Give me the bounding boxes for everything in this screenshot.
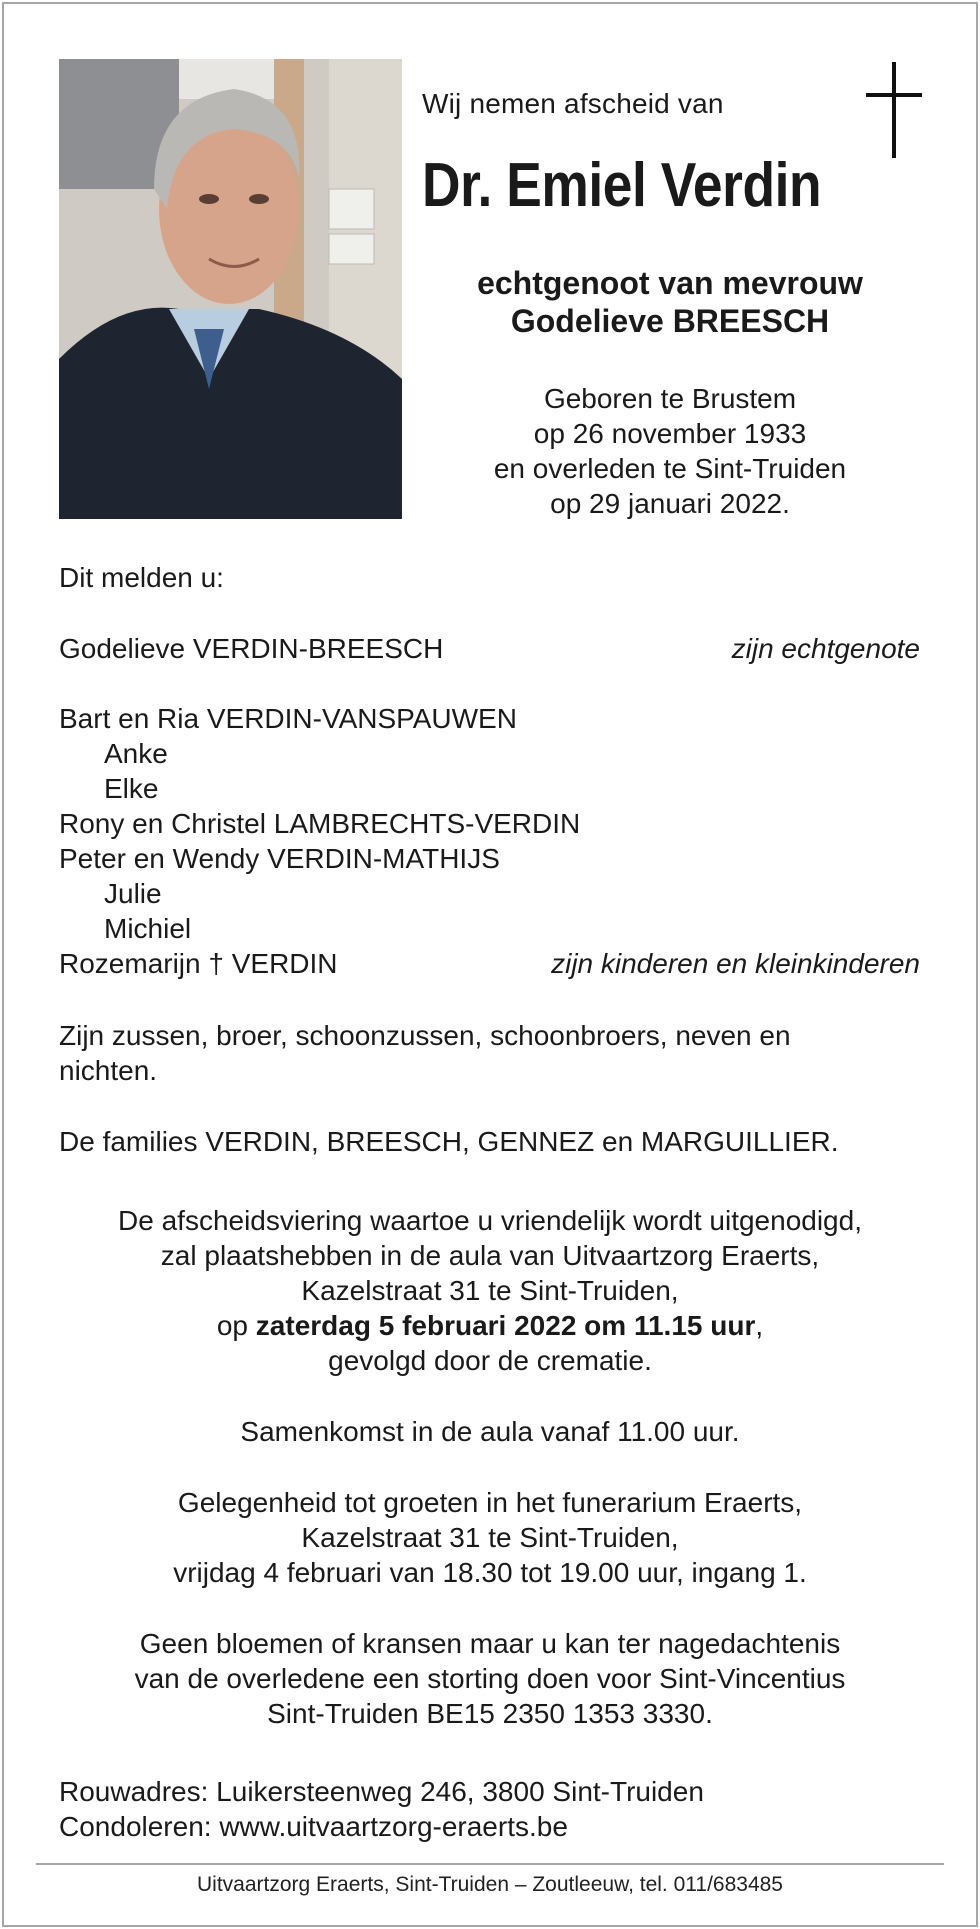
visitation-line-2: Kazelstraat 31 te Sint-Truiden, [301, 1522, 679, 1553]
gathering-info: Samenkomst in de aula vanaf 11.00 uur. [240, 1416, 740, 1447]
family-line: Bart en Ria VERDIN-VANSPAUWEN [59, 703, 517, 734]
visitation-info [40, 1485, 940, 1590]
ceremony-line-2: zal plaatshebben in de aula van Uitvaartzorg Eraerts, [160, 1240, 820, 1271]
ceremony-date-suffix: , [755, 1310, 764, 1341]
donation-info [40, 1626, 940, 1731]
mourning-address: Rouwadres: Luikersteenweg 246, 3800 Sint-Truiden [59, 1776, 704, 1807]
spouse-info [430, 264, 910, 340]
donation-line-3: Sint-Truiden BE15 2350 1353 3330. [267, 1698, 713, 1729]
visitation-line-3: vrijdag 4 februari van 18.30 tot 19.00 uur, ingang 1. [173, 1557, 807, 1588]
families-line: De families VERDIN, BREESCH, GENNEZ en MARGUILLIER. [59, 1126, 839, 1157]
ceremony-line-1: De afscheidsviering waartoe u vriendelijk wordt uitgenodigd, [118, 1205, 862, 1236]
siblings-line-2: nichten. [59, 1055, 158, 1086]
ceremony-line-4 [40, 1308, 940, 1343]
family-line: Rozemarijn † VERDIN [59, 948, 338, 979]
footer-divider [36, 1863, 944, 1865]
birth-line-2: op 26 november 1933 [533, 418, 807, 449]
deceased-name: Dr. Emiel Verdin [422, 151, 822, 220]
condolence-website: Condoleren: www.uitvaartzorg-eraerts.be [59, 1811, 568, 1842]
ceremony-line-3: Kazelstraat 31 te Sint-Truiden, [301, 1275, 679, 1306]
family-line: Julie [104, 878, 162, 909]
family-line: Rony en Christel LAMBRECHTS-VERDIN [59, 808, 581, 839]
announcement-intro: Dit melden u: [59, 562, 224, 593]
portrait-photo [59, 59, 402, 519]
ceremony-date: zaterdag 5 februari 2022 om 11.15 uur [255, 1310, 756, 1341]
spouse-line-1: echtgenoot van mevrouw [477, 265, 863, 301]
donation-line-1: Geen bloemen of kransen maar u kan ter nagedachtenis [139, 1628, 841, 1659]
intro-text: Wij nemen afscheid van [422, 88, 724, 119]
donation-line-2: van de overledene een storting doen voor Sint-Vincentius [134, 1663, 846, 1694]
family-line: Michiel [104, 913, 192, 944]
family-line: Elke [104, 773, 159, 804]
birth-line-3: en overleden te Sint-Truiden [493, 453, 847, 484]
ceremony-info [40, 1203, 940, 1378]
birth-line-4: op 29 januari 2022. [550, 488, 790, 519]
ceremony-line-5: gevolgd door de crematie. [328, 1345, 652, 1376]
siblings-line-1: Zijn zussen, broer, schoonzussen, schoonbroers, neven en [59, 1020, 791, 1051]
family-line: Peter en Wendy VERDIN-MATHIJS [59, 843, 500, 874]
family-line: Anke [104, 738, 168, 769]
birth-line-1: Geboren te Brustem [543, 383, 797, 414]
cross-icon [866, 62, 922, 158]
footer-text: Uitvaartzorg Eraerts, Sint-Truiden – Zoutleeuw, tel. 011/683485 [197, 1873, 783, 1896]
birth-death-info [430, 381, 910, 521]
spouse-name: Godelieve VERDIN-BREESCH [59, 633, 444, 664]
children-role: zijn kinderen en kleinkinderen [551, 948, 920, 979]
ceremony-date-prefix: op [216, 1310, 256, 1341]
spouse-line-2: Godelieve BREESCH [510, 303, 830, 339]
visitation-line-1: Gelegenheid tot groeten in het funerarium Eraerts, [177, 1487, 803, 1518]
spouse-role: zijn echtgenote [731, 633, 920, 664]
